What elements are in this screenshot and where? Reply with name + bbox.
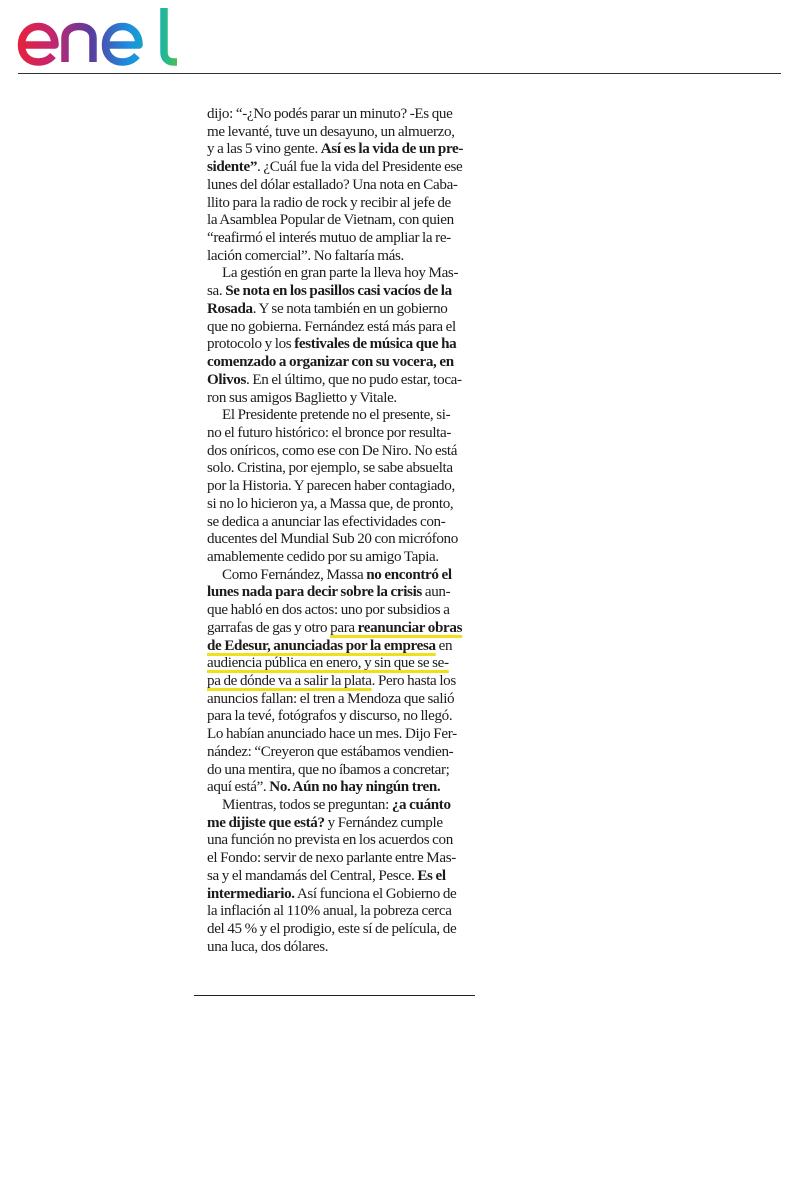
highlighted-text: reanunciar obras xyxy=(357,619,463,636)
text-line xyxy=(207,903,487,921)
text-line xyxy=(207,177,487,195)
bold-text: Rosada xyxy=(207,300,253,317)
text-line xyxy=(207,514,487,532)
text-run: do una mentira, que no íbamos a concretar; xyxy=(207,761,450,778)
text-run: que habló en dos actos: uno por subsidios a xyxy=(207,602,450,619)
text-line xyxy=(207,124,487,142)
text-run: sa y el mandamás del Central, Pesce. xyxy=(207,867,418,884)
bold-text: Es el xyxy=(417,867,446,884)
text-run: si no lo hicieron ya, a Massa que, de pronto, xyxy=(207,495,454,512)
text-run: La gestión en gran parte la lleva hoy Mas- xyxy=(222,265,459,282)
text-line xyxy=(207,443,487,461)
text-line xyxy=(207,602,487,620)
text-run: una luca, dos dólares. xyxy=(207,938,329,955)
text-line xyxy=(207,567,487,585)
paragraph xyxy=(207,567,487,797)
text-line xyxy=(207,832,487,850)
header-divider xyxy=(18,73,781,74)
enel-logo xyxy=(16,4,182,68)
text-run: garrafas de gas y otro xyxy=(207,619,331,636)
text-run: por la Historia. Y parecen haber contagiado, xyxy=(207,478,455,495)
text-line xyxy=(207,301,487,319)
text-run: y a las 5 vino gente. xyxy=(207,141,321,158)
text-run: ron sus amigos Baglietto y Vitale. xyxy=(207,389,397,406)
text-line xyxy=(207,744,487,762)
bold-text: No. Aún no hay ningún tren. xyxy=(269,779,441,796)
text-line xyxy=(207,726,487,744)
text-run: lación comercial”. No faltaría más. xyxy=(207,247,404,264)
text-run: Así funciona el Gobierno de xyxy=(294,885,457,902)
text-line xyxy=(207,620,487,638)
text-run: lunes del dólar estallado? Una nota en Caba- xyxy=(207,176,458,193)
text-line xyxy=(207,815,487,833)
bold-text: comenzado a organizar con su vocera, en xyxy=(207,354,454,371)
enel-logo-mark xyxy=(16,4,182,68)
text-run: anuncios fallan: el tren a Mendoza que salió xyxy=(207,690,455,707)
text-line xyxy=(207,850,487,868)
text-line xyxy=(207,779,487,797)
text-run: la Asamblea Popular de Vietnam, con quien xyxy=(207,212,454,229)
text-line xyxy=(207,230,487,248)
highlighted-text: de Edesur, anunciadas por la empresa xyxy=(207,637,436,654)
paragraph xyxy=(207,407,487,566)
text-run: solo. Cristina, por ejemplo, se sabe absuelta xyxy=(207,460,453,477)
text-run: en xyxy=(435,637,453,654)
bold-text: Se nota en los pasillos casi vacíos de la xyxy=(225,283,452,300)
bold-text: me dijiste que está? xyxy=(207,814,325,831)
text-run: protocolo y los xyxy=(207,336,295,353)
text-run: . Y se nota también en un gobierno xyxy=(252,300,448,317)
text-line xyxy=(207,886,487,904)
bold-text: lunes nada para decir sobre la crisis xyxy=(207,584,422,601)
highlighted-text: audiencia pública en enero, y sin que se se- xyxy=(207,655,449,672)
text-line xyxy=(207,921,487,939)
text-line xyxy=(207,354,487,372)
text-run: dijo: “-¿No podés parar un minuto? -Es que xyxy=(207,106,453,122)
text-run: “reafirmó el interés mutuo de ampliar la re- xyxy=(207,230,451,247)
text-line xyxy=(207,141,487,159)
text-line xyxy=(207,478,487,496)
text-run: . Pero hasta los xyxy=(371,673,456,689)
text-line xyxy=(207,319,487,337)
bold-text: no encontró el xyxy=(366,566,452,583)
text-line xyxy=(207,673,487,691)
text-line xyxy=(207,549,487,567)
text-line xyxy=(207,248,487,266)
text-run: El Presidente pretende no el presente, si- xyxy=(222,407,451,424)
text-line xyxy=(207,655,487,673)
footer-divider xyxy=(194,995,475,996)
text-run: sa. xyxy=(207,283,226,300)
text-run: llito para la radio de rock y recibir al jefe de xyxy=(207,194,451,211)
bold-text: Olivos xyxy=(207,371,246,388)
text-run: ducentes del Mundial Sub 20 con micrófono xyxy=(207,531,458,548)
text-line xyxy=(207,283,487,301)
text-line xyxy=(207,265,487,283)
text-run: no el futuro histórico: el bronce por resulta- xyxy=(207,424,452,441)
text-run: del 45 % y el prodigio, este sí de película, de xyxy=(207,921,457,938)
text-run: . ¿Cuál fue la vida del Presidente ese xyxy=(257,159,463,176)
paragraph xyxy=(207,265,487,407)
text-line xyxy=(207,390,487,408)
bold-text: Así es la vida de un pre- xyxy=(320,141,464,158)
text-line xyxy=(207,708,487,726)
text-line xyxy=(207,939,487,957)
text-line xyxy=(207,425,487,443)
highlighted-text: para xyxy=(330,619,358,636)
text-run: amablemente cedido por su amigo Tapia. xyxy=(207,548,439,565)
text-line xyxy=(207,531,487,549)
bold-text: festivales de música que ha xyxy=(294,336,457,353)
article-column xyxy=(207,106,487,957)
text-line xyxy=(207,407,487,425)
bold-text: ¿a cuánto xyxy=(391,797,451,814)
text-run: aquí está”. xyxy=(207,779,270,796)
bold-text: intermediario. xyxy=(207,885,295,902)
text-run: la inflación al 110% anual, la pobreza cerca xyxy=(207,903,452,920)
text-run: una función no prevista en los acuerdos con xyxy=(207,832,453,849)
text-line xyxy=(207,106,487,124)
text-line xyxy=(207,797,487,815)
text-run: me levanté, tuve un desayuno, un almuerzo, xyxy=(207,123,455,140)
text-run: para la tevé, fotógrafos y discurso, no llegó. xyxy=(207,708,453,725)
paragraph xyxy=(207,797,487,956)
text-line xyxy=(207,868,487,886)
text-line xyxy=(207,212,487,230)
text-run: que no gobierna. Fernández está más para el xyxy=(207,318,456,335)
text-run: . En el último, que no pudo estar, toca- xyxy=(246,371,462,388)
highlighted-text: pa de dónde va a salir la plata xyxy=(207,673,372,689)
text-line xyxy=(207,584,487,602)
bold-text: sidente” xyxy=(207,159,258,176)
text-run: dos oníricos, como ese con De Niro. No está xyxy=(207,442,458,459)
text-line xyxy=(207,496,487,514)
text-line xyxy=(207,460,487,478)
text-run: Como Fernández, Massa xyxy=(222,566,367,583)
text-line xyxy=(207,195,487,213)
text-run: Mientras, todos se preguntan: xyxy=(222,797,392,814)
text-run: se dedica a anunciar las efectividades con- xyxy=(207,513,446,530)
text-run: y Fernández cumple xyxy=(324,814,443,831)
text-line xyxy=(207,691,487,709)
text-line xyxy=(207,372,487,390)
text-run: el Fondo: servir de nexo parlante entre Mas- xyxy=(207,850,456,867)
text-run: Lo habían anunciado hace un mes. Dijo Fer- xyxy=(207,726,457,743)
paragraph xyxy=(207,106,487,265)
text-run: nández: “Creyeron que estábamos vendien- xyxy=(207,743,454,760)
text-run: aun- xyxy=(421,584,451,601)
text-line xyxy=(207,638,487,656)
text-line xyxy=(207,336,487,354)
text-line xyxy=(207,159,487,177)
text-line xyxy=(207,762,487,780)
